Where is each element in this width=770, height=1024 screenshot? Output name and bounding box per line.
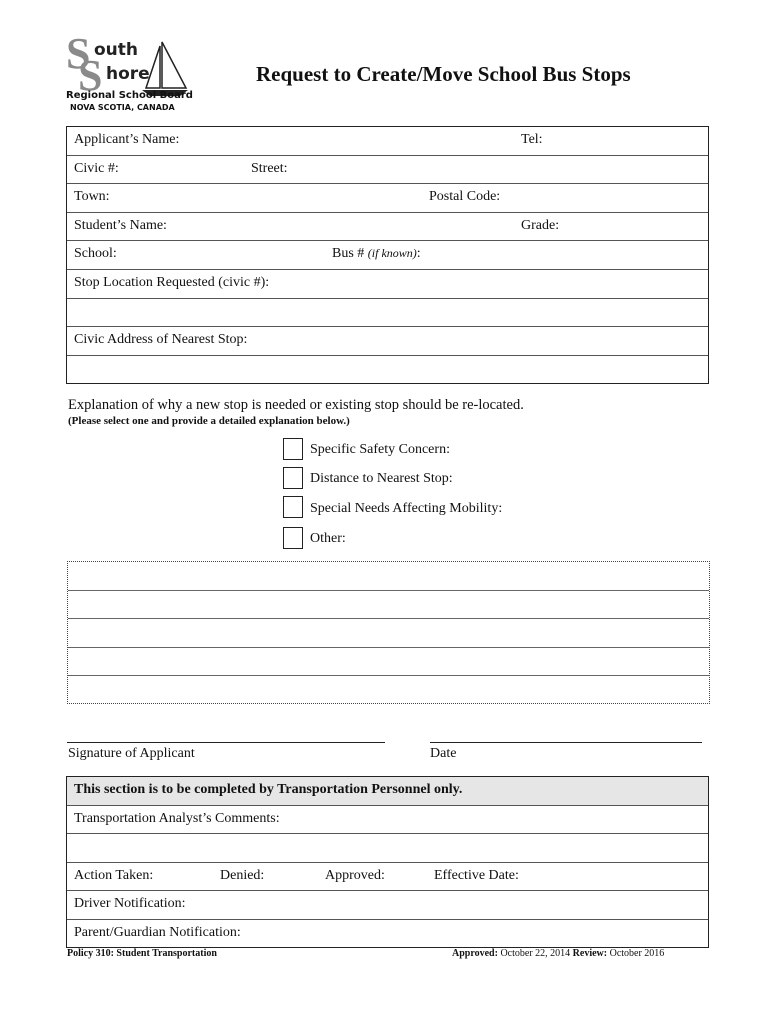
distance-checkbox[interactable] [283,467,303,489]
safety-concern-label: Specific Safety Concern: [310,442,450,457]
nearest-stop-label: Civic Address of Nearest Stop: [74,332,248,348]
grade-label: Grade: [521,217,560,233]
explanation-lines[interactable] [67,561,710,704]
student-name-label: Student’s Name: [74,217,167,233]
parent-notification-label: Parent/Guardian Notification: [74,924,241,940]
review-footer-date: October 2016 [609,948,665,959]
other-checkbox[interactable] [283,527,303,549]
street-label: Street: [251,160,288,176]
explanation-line[interactable] [68,619,709,648]
signature-line[interactable] [67,742,385,743]
date-line[interactable] [430,742,702,743]
logo-word-outh: outh [94,40,139,60]
logo-letter-s-top: S [66,29,91,78]
explanation-line[interactable] [68,591,709,620]
bus-number-label: Bus # (if known): [332,246,421,262]
date-label: Date [430,746,457,761]
driver-notification-row[interactable] [67,891,708,920]
logo-letter-s-bottom: S [78,51,103,100]
bus-hint-text: (if known) [367,246,417,261]
nearest-stop-row[interactable] [67,327,708,356]
school-label: School: [74,246,117,262]
logo-location: NOVA SCOTIA, CANADA [70,103,175,112]
nearest-stop-input-row[interactable] [67,356,708,385]
approved-footer-date: October 22, 2014 [500,948,571,959]
stop-location-row[interactable] [67,270,708,299]
parent-notification-row[interactable] [67,920,708,949]
safety-concern-checkbox[interactable] [283,438,303,460]
town-label: Town: [74,189,110,205]
logo-org-name: Regional School Board [66,90,193,101]
analyst-comments-label: Transportation Analyst’s Comments: [74,810,280,826]
explanation-line[interactable] [68,562,709,591]
applicant-info-table [66,126,709,384]
stop-location-label: Stop Location Requested (civic #): [74,274,270,290]
civic-row[interactable] [67,156,708,185]
postal-code-label: Postal Code: [429,189,501,205]
review-footer-label: Review: [572,948,608,959]
analyst-comments-input-row[interactable] [67,834,708,863]
applicant-name-row[interactable] [67,127,708,156]
applicant-name-label: Applicant’s Name: [74,132,180,147]
approved-footer-label: Approved: [452,948,498,959]
analyst-comments-row[interactable] [67,806,708,835]
transportation-section [66,776,709,948]
approval-footer [452,948,664,959]
school-row[interactable] [67,241,708,270]
special-needs-checkbox[interactable] [283,496,303,518]
bus-label-text: Bus # [332,246,365,262]
other-label: Other: [310,531,346,546]
action-taken-label: Action Taken: [74,867,154,883]
action-taken-row[interactable] [67,863,708,892]
denied-label: Denied: [220,867,265,883]
civic-label: Civic #: [74,160,119,176]
driver-notification-label: Driver Notification: [74,896,186,912]
page-title: Request to Create/Move School Bus Stops [256,62,631,86]
explanation-text: Explanation of why a new stop is needed or existing stop should be re-located. [68,397,524,413]
explanation-line[interactable] [68,648,709,677]
explanation-subtext: (Please select one and provide a detailed explanation below.) [68,415,350,427]
logo-word-hore: hore [106,64,150,84]
special-needs-label: Special Needs Affecting Mobility: [310,501,503,516]
transport-header-text: This section is to be completed by Transportation Personnel only. [74,782,463,797]
stop-location-input-row[interactable] [67,299,708,328]
student-name-row[interactable] [67,213,708,242]
town-row[interactable] [67,184,708,213]
explanation-line[interactable] [68,676,709,705]
distance-label: Distance to Nearest Stop: [310,471,453,486]
transport-section-header [67,777,708,806]
signature-label: Signature of Applicant [68,746,195,761]
effective-date-label: Effective Date: [434,867,519,883]
tel-label: Tel: [521,132,543,147]
policy-footer: Policy 310: Student Transportation [67,948,217,959]
approved-label: Approved: [325,867,385,883]
school-board-logo [64,30,194,116]
